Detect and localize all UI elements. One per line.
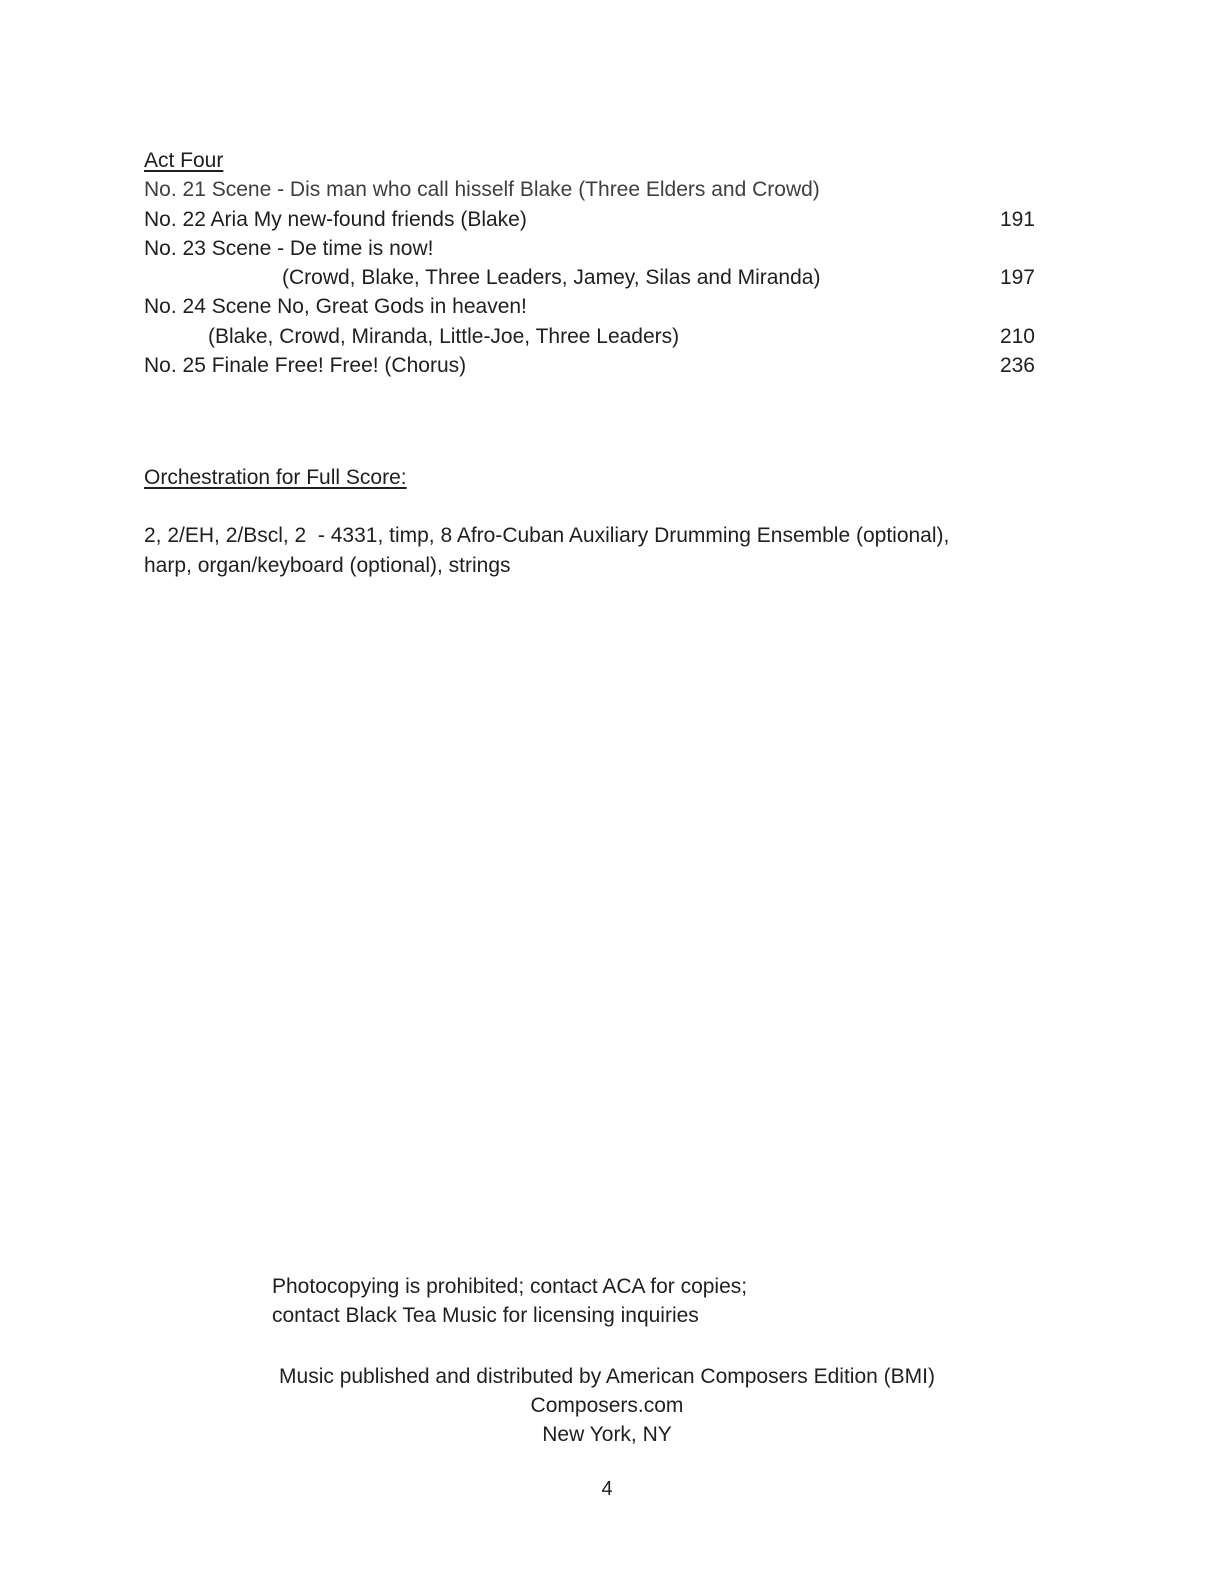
toc-entry bbox=[144, 263, 1035, 292]
toc-entry bbox=[144, 322, 1035, 351]
toc-entry bbox=[144, 351, 1035, 380]
toc-entry-page: 197 bbox=[999, 266, 1035, 290]
toc-section bbox=[144, 146, 1035, 380]
toc-entry-label: No. 21 Scene - Dis man who call hisself Blake (Three Elders and Crowd) bbox=[144, 178, 820, 202]
toc-entry-label: No. 25 Finale Free! Free! (Chorus) bbox=[144, 354, 467, 378]
toc-entry-label: (Crowd, Blake, Three Leaders, Jamey, Silas and Miranda) bbox=[282, 266, 821, 290]
toc-entry bbox=[144, 292, 1035, 321]
publisher-info bbox=[0, 1363, 1214, 1449]
orchestration-section bbox=[144, 463, 1044, 580]
copyright-notice bbox=[272, 1272, 747, 1331]
publisher-line: Composers.com bbox=[530, 1393, 684, 1417]
toc-entry-page: 191 bbox=[999, 207, 1035, 231]
notice-line: Photocopying is prohibited; contact ACA for copies; bbox=[272, 1275, 748, 1298]
orchestration-heading-text: Orchestration for Full Score: bbox=[144, 466, 407, 489]
act-heading-text: Act Four bbox=[144, 149, 224, 172]
orchestration-heading bbox=[144, 463, 1044, 492]
publisher-line: Music published and distributed by American Composers Edition (BMI) bbox=[279, 1365, 935, 1388]
act-heading bbox=[144, 146, 1035, 175]
toc-entry-label: No. 24 Scene No, Great Gods in heaven! bbox=[144, 295, 527, 319]
toc-entry-page: 210 bbox=[999, 324, 1035, 348]
toc-entry-label: No. 22 Aria My new-found friends (Blake) bbox=[144, 207, 527, 231]
page-number: 4 bbox=[601, 1478, 613, 1500]
notice-line: contact Black Tea Music for licensing inquiries bbox=[272, 1304, 699, 1328]
toc-entry bbox=[144, 205, 1035, 234]
orchestration-line: harp, organ/keyboard (optional), strings bbox=[144, 553, 511, 577]
toc-entry-page bbox=[1023, 175, 1035, 204]
toc-entry-page: 236 bbox=[999, 354, 1035, 378]
toc-entry-page bbox=[1023, 292, 1035, 321]
toc-entry bbox=[144, 234, 1035, 263]
toc-entry-label: (Blake, Crowd, Miranda, Little-Joe, Three Leaders) bbox=[208, 324, 680, 348]
orchestration-line: 2, 2/EH, 2/Bscl, 2 - 4331, timp, 8 Afro-Cuban Auxiliary Drumming Ensemble (optional), bbox=[144, 524, 950, 548]
toc-entry-label: No. 23 Scene - De time is now! bbox=[144, 236, 434, 260]
toc-entry-page bbox=[1023, 234, 1035, 263]
publisher-line: New York, NY bbox=[542, 1422, 672, 1446]
toc-entry bbox=[144, 175, 1035, 204]
